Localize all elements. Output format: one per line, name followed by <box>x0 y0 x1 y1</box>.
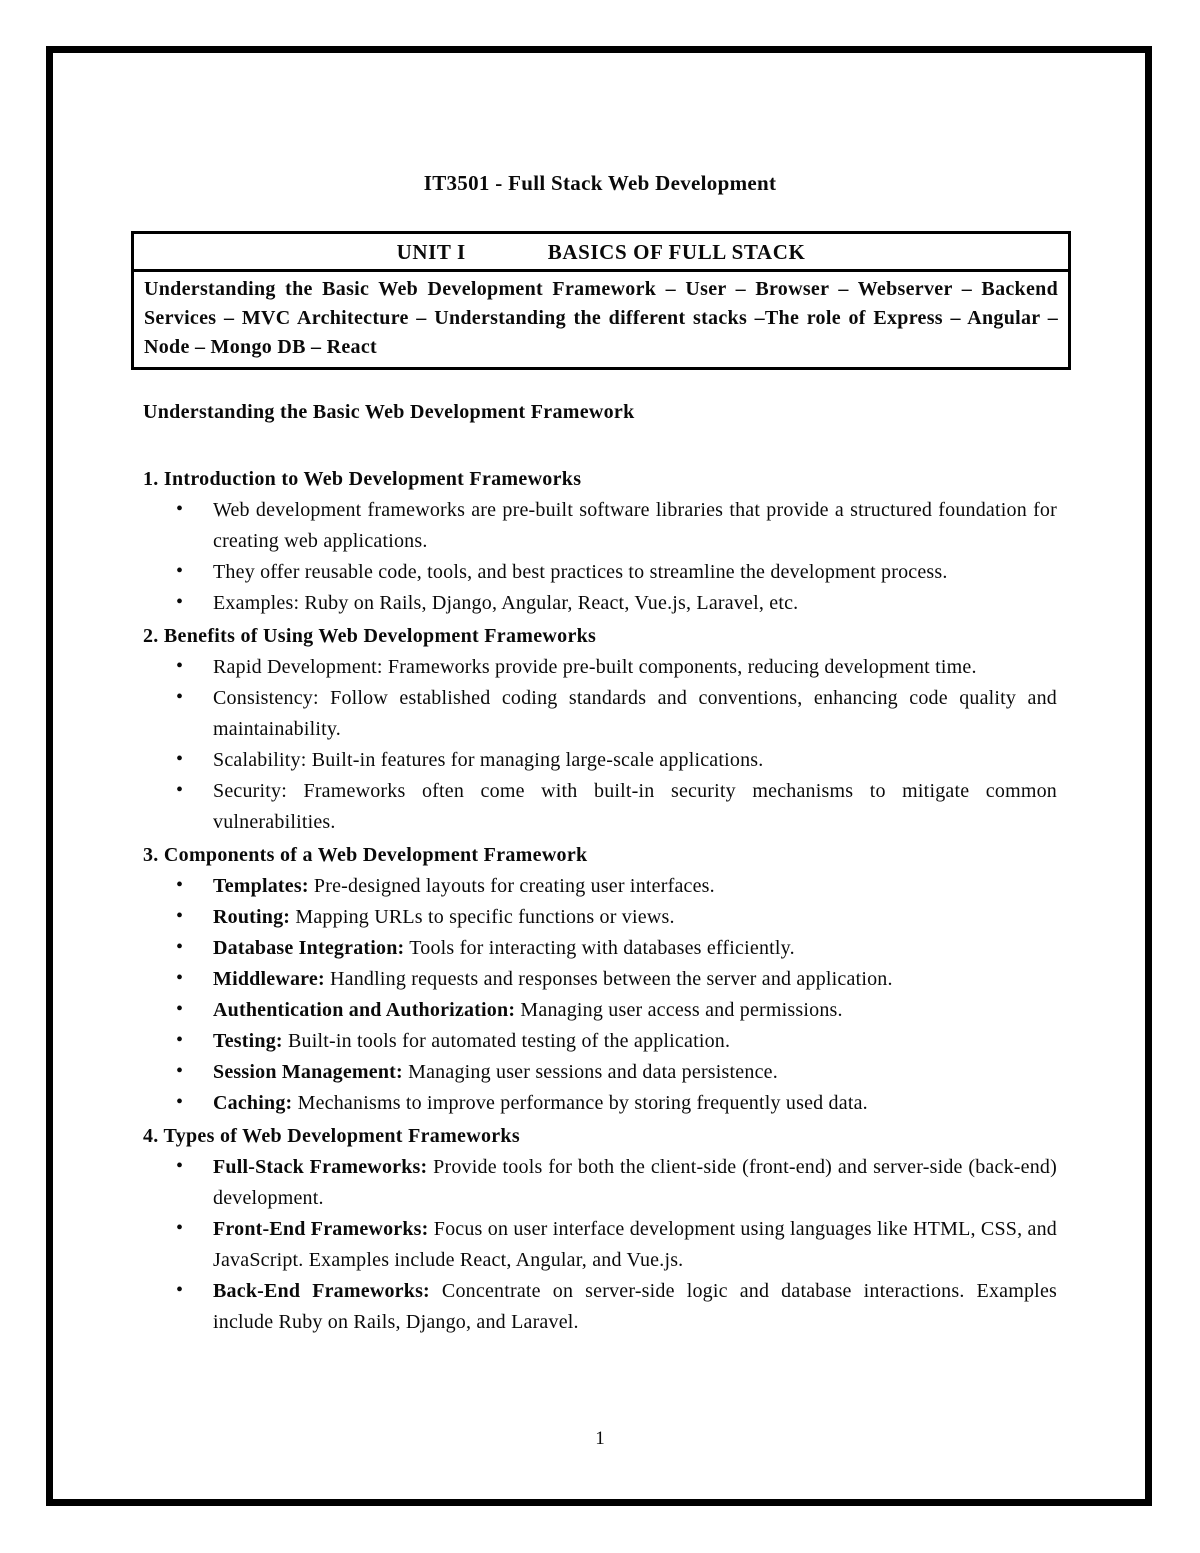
list-item <box>143 964 1057 995</box>
bullet-marker: • <box>176 748 184 770</box>
bullet-marker: • <box>176 1091 184 1113</box>
bullet-text: Mechanisms to improve performance by storing frequently used data. <box>292 1092 868 1114</box>
section-title: 1. Introduction to Web Development Frameworks <box>143 468 582 490</box>
bullet-marker: • <box>176 560 184 582</box>
list-item <box>143 776 1057 838</box>
bullet-text: Tools for interacting with databases efficiently. <box>404 937 795 959</box>
section-benefits <box>143 621 1057 838</box>
bullet-lead: Back-End Frameworks: <box>213 1280 430 1302</box>
list-item <box>143 1088 1057 1119</box>
list-item <box>143 1057 1057 1088</box>
list-item <box>143 1214 1057 1276</box>
bullet-marker: • <box>176 1217 184 1239</box>
bullet-text: They offer reusable code, tools, and best practices to streamline the development process. <box>213 561 948 583</box>
page-title: IT3501 - Full Stack Web Development <box>423 171 777 195</box>
document-content <box>143 0 1057 1338</box>
bullet-text: Managing user access and permissions. <box>515 999 843 1021</box>
list-item <box>143 495 1057 557</box>
bullet-marker: • <box>176 498 184 520</box>
bullet-lead: Session Management: <box>213 1061 403 1083</box>
section-title: 4. Types of Web Development Frameworks <box>143 1125 520 1147</box>
bullet-lead: Caching: <box>213 1092 293 1114</box>
bullet-marker: • <box>176 936 184 958</box>
bullet-marker: • <box>176 779 184 801</box>
bullet-marker: • <box>176 1060 184 1082</box>
bullet-text: Consistency: Follow established coding standards and conventions, enhancing code quality and maintainability. <box>213 687 1057 740</box>
bullet-text: Concentrate on server-side logic and database interactions. Examples include Ruby on Rails, Django, and Laravel. <box>213 1280 1058 1333</box>
bullet-text: Built-in tools for automated testing of the application. <box>282 1030 731 1052</box>
bullet-marker: • <box>176 655 184 677</box>
bullet-marker: • <box>176 874 184 896</box>
list-item <box>143 652 1057 683</box>
list-item <box>143 995 1057 1026</box>
bullet-marker: • <box>176 591 184 613</box>
bullet-marker: • <box>176 967 184 989</box>
bullet-text: Managing user sessions and data persistence. <box>402 1061 778 1083</box>
section-introduction <box>143 464 1057 619</box>
bullet-marker: • <box>176 1029 184 1051</box>
bullet-text: Security: Frameworks often come with built-in security mechanisms to mitigate common vulnerabilities. <box>213 780 1057 833</box>
bullet-marker: • <box>176 1155 184 1177</box>
bullet-marker: • <box>176 686 184 708</box>
list-item <box>143 1276 1057 1338</box>
list-item <box>143 1026 1057 1057</box>
content-heading: Understanding the Basic Web Development Framework <box>143 401 635 423</box>
bullet-text: Scalability: Built-in features for managing large-scale applications. <box>213 749 764 771</box>
section-types <box>143 1121 1057 1338</box>
bullet-lead: Front-End Frameworks: <box>213 1218 429 1240</box>
bullet-list <box>143 495 1057 619</box>
bullet-lead: Testing: <box>213 1030 283 1052</box>
unit-header-row <box>134 234 1068 272</box>
unit-title: BASICS OF FULL STACK <box>547 240 806 264</box>
bullet-lead: Routing: <box>213 906 291 928</box>
list-item <box>143 902 1057 933</box>
section-components <box>143 840 1057 1119</box>
unit-syllabus-table <box>131 231 1071 370</box>
bullet-text: Web development frameworks are pre-built software libraries that provide a structured foundation for creating web applications. <box>213 499 1057 552</box>
section-title: 2. Benefits of Using Web Development Frameworks <box>143 625 597 647</box>
bullet-text: Provide tools for both the client-side (front-end) and server-side (back-end) development. <box>213 1156 1057 1209</box>
unit-syllabus-text: Understanding the Basic Web Development Framework – User – Browser – Webserver – Backend Services – MVC Architecture – Understanding the different stacks –The role of Express – Angular – Node – Mongo DB – React <box>144 278 1058 358</box>
bullet-list <box>143 652 1057 838</box>
list-item <box>143 683 1057 745</box>
bullet-lead: Database Integration: <box>213 937 405 959</box>
bullet-lead: Templates: <box>213 875 309 897</box>
list-item <box>143 588 1057 619</box>
list-item <box>143 557 1057 588</box>
bullet-list <box>143 1152 1057 1338</box>
list-item <box>143 1152 1057 1214</box>
bullet-marker: • <box>176 998 184 1020</box>
bullet-lead: Authentication and Authorization: <box>213 999 516 1021</box>
bullet-text: Handling requests and responses between the server and application. <box>324 968 893 990</box>
bullet-text: Pre-designed layouts for creating user interfaces. <box>308 875 715 897</box>
sections-container <box>143 464 1057 1338</box>
bullet-lead: Middleware: <box>213 968 325 990</box>
bullet-text: Focus on user interface development using languages like HTML, CSS, and JavaScript. Examples include React, Angular, and Vue.js. <box>213 1218 1058 1271</box>
bullet-text: Rapid Development: Frameworks provide pre-built components, reducing development time. <box>213 656 977 678</box>
bullet-text: Examples: Ruby on Rails, Django, Angular, React, Vue.js, Laravel, etc. <box>213 592 799 614</box>
bullet-lead: Full-Stack Frameworks: <box>213 1156 428 1178</box>
bullet-list <box>143 871 1057 1119</box>
page-number: 1 <box>595 1428 605 1449</box>
list-item <box>143 933 1057 964</box>
section-title: 3. Components of a Web Development Framework <box>143 844 588 866</box>
bullet-text: Mapping URLs to specific functions or views. <box>290 906 675 928</box>
list-item <box>143 745 1057 776</box>
bullet-marker: • <box>176 1279 184 1301</box>
list-item <box>143 871 1057 902</box>
bullet-marker: • <box>176 905 184 927</box>
unit-number: UNIT I <box>396 240 466 264</box>
